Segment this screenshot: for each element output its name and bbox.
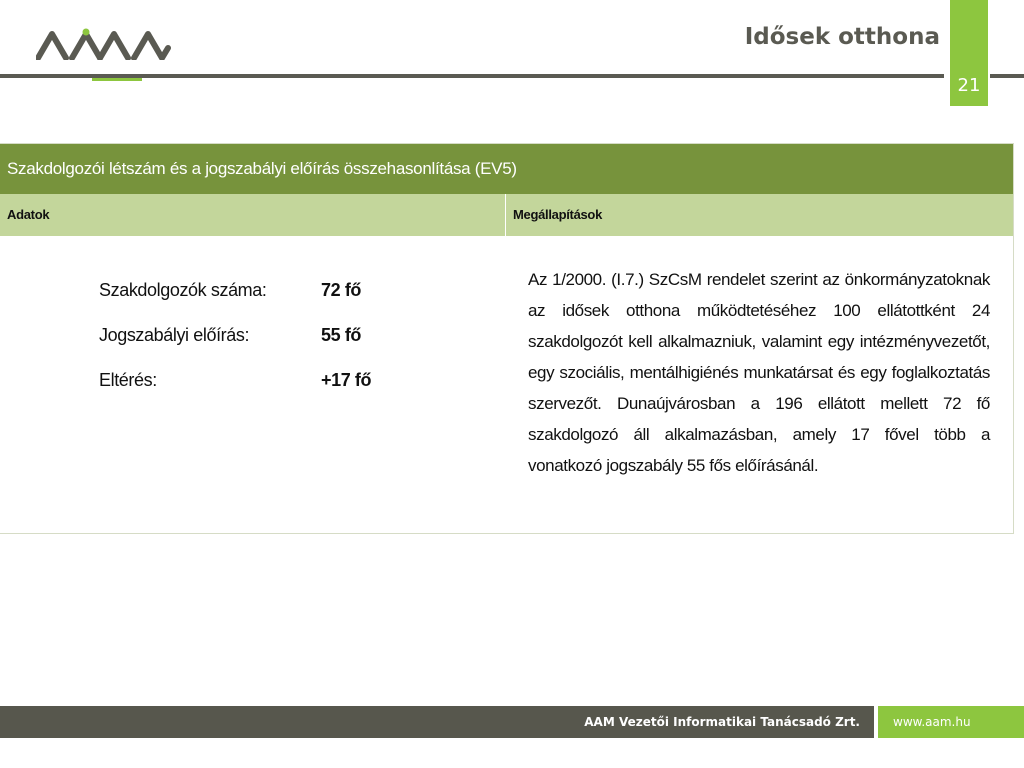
data-list (99, 280, 371, 415)
data-label: Eltérés: (99, 370, 157, 390)
data-row-staff-count (99, 280, 371, 325)
table-title: Szakdolgozói létszám és a jogszabályi előírás összehasonlítása (EV5) (0, 144, 1013, 194)
page-number: 21 (957, 75, 981, 96)
column-header-data: Adatok (0, 194, 506, 236)
aam-logo (36, 28, 172, 60)
footer-website-box (878, 706, 1024, 738)
data-row-difference (99, 370, 371, 415)
page-number-tab (950, 0, 988, 106)
comparison-table (0, 143, 1014, 534)
header-rule-right (990, 74, 1024, 78)
findings-text: Az 1/2000. (I.7.) SzCsM rendelet szerint az önkormányzatoknak az idősek otthona működtetéséhez 100 ellátottként 24 szakdolgozót kell alkalmazniuk, valamint egy intézményvezetőt, egy szociális, mentálhigiénés munkatársat és egy foglalkoztatás szervezőt. Dunaújvárosban a 196 ellátott mellett 72 fő szakdolgozó áll alkalmazásban, amely 17 fővel több a vonatkozó jogszabály 55 fős előírásánál. (528, 270, 990, 475)
data-row-legal-requirement (99, 325, 371, 370)
column-header-findings: Megállapítások (513, 207, 602, 222)
table-column-headers (0, 194, 1013, 236)
data-label: Jogszabályi előírás: (99, 325, 250, 345)
footer-company-name: AAM Vezetői Informatikai Tanácsadó Zrt. (584, 715, 860, 729)
page-title: Idősek otthona (744, 24, 940, 50)
data-value: 72 fő (321, 280, 362, 300)
table-body (0, 236, 1013, 532)
footer-bar (0, 706, 874, 738)
header-rule (0, 74, 944, 78)
footer-website-link[interactable]: www.aam.hu (893, 715, 971, 729)
data-value: 55 fő (321, 325, 362, 345)
data-label: Szakdolgozók száma: (99, 280, 267, 300)
data-value: +17 fő (321, 370, 372, 390)
